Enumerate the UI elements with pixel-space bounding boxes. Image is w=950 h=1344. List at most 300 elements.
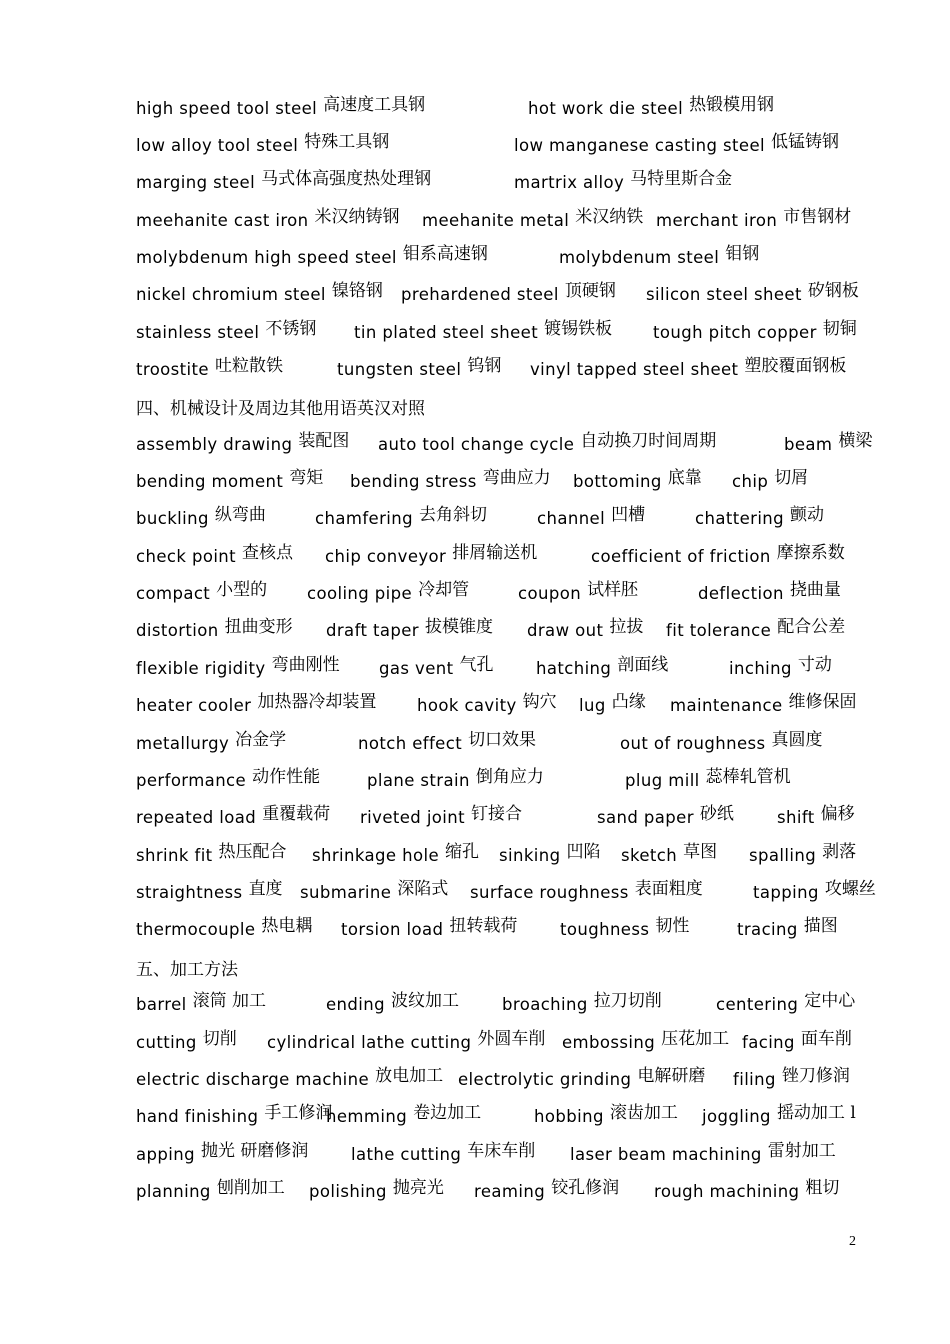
glossary-line [136, 1028, 866, 1058]
english-term: nickel chromium steel [136, 285, 326, 304]
english-term: inching [729, 659, 792, 678]
chinese-term: 装配图 [298, 431, 350, 451]
glossary-line [136, 803, 866, 833]
english-term: tapping [753, 883, 819, 902]
glossary-line [136, 1140, 866, 1170]
english-term: notch effect [358, 734, 463, 753]
chinese-term: 米汉纳铸钢 [314, 207, 400, 227]
english-term: lathe cutting [351, 1145, 462, 1164]
chinese-term: 韧铜 [822, 319, 857, 339]
english-term: tin plated steel sheet [354, 323, 539, 342]
glossary-entry [136, 1140, 308, 1165]
glossary-entry [136, 430, 349, 455]
glossary-entry [401, 280, 616, 305]
english-term: cylindrical lathe cutting [267, 1033, 472, 1052]
glossary-entry [136, 206, 400, 231]
chinese-term: 拔模锥度 [425, 617, 493, 637]
english-term: tough pitch copper [653, 323, 817, 342]
glossary-entry [666, 616, 845, 641]
chinese-term: 拉刀切削 [593, 991, 662, 1011]
english-term: cutting [136, 1033, 197, 1052]
english-term: meehanite cast iron [136, 211, 309, 230]
chinese-term: 挠曲量 [789, 580, 841, 600]
glossary-entry [670, 691, 857, 716]
glossary-entry [379, 654, 493, 679]
english-term: draw out [527, 621, 604, 640]
chinese-term: 攻螺丝 [824, 879, 876, 899]
glossary-entry [514, 168, 732, 193]
glossary-entry [326, 616, 493, 641]
glossary-entry [716, 990, 855, 1015]
chinese-term: 扭转载荷 [449, 916, 518, 936]
chinese-term: 倒角应力 [475, 767, 544, 787]
chinese-term: 矽钢板 [807, 281, 859, 301]
english-term: fit tolerance [666, 621, 772, 640]
glossary-entry [136, 355, 283, 380]
chinese-term: 热压配合 [218, 842, 287, 862]
glossary-entry [351, 1140, 535, 1165]
glossary-entry [136, 504, 266, 529]
english-term: thermocouple [136, 920, 256, 939]
glossary-entry [732, 467, 808, 492]
glossary-entry [136, 616, 293, 641]
english-term: planning [136, 1182, 211, 1201]
english-term: hemming [326, 1107, 408, 1126]
english-term: shrink fit [136, 846, 213, 865]
english-term: straightness [136, 883, 243, 902]
glossary-entry [562, 1028, 729, 1053]
english-term: maintenance [670, 696, 783, 715]
glossary-entry [737, 915, 838, 940]
chinese-term: 塑胶覆面钢板 [744, 356, 847, 376]
english-term: barrel [136, 995, 187, 1014]
chinese-term: 镀锡铁板 [544, 319, 613, 339]
english-term: vinyl tapped steel sheet [530, 360, 739, 379]
english-term: chip [732, 472, 769, 491]
glossary-entry [312, 841, 479, 866]
glossary-entry [579, 691, 646, 716]
english-term: deflection [698, 584, 784, 603]
glossary-entry [136, 280, 383, 305]
english-term: low alloy tool steel [136, 136, 299, 155]
english-term: metallurgy [136, 734, 230, 753]
english-term: hot work die steel [528, 99, 684, 118]
glossary-line [136, 990, 866, 1020]
english-term: facing [742, 1033, 795, 1052]
english-term: channel [537, 509, 606, 528]
english-term: bottoming [573, 472, 662, 491]
glossary-entry [559, 243, 759, 268]
chinese-term: 镍铬钢 [331, 281, 383, 301]
chinese-term: 颤动 [790, 505, 825, 525]
glossary-entry [136, 729, 286, 754]
glossary-entry [309, 1177, 444, 1202]
chinese-term: 市售钢材 [783, 207, 852, 227]
glossary-entry [136, 654, 340, 679]
glossary-entry [733, 1065, 850, 1090]
chinese-term: 寸动 [797, 655, 832, 675]
glossary-entry [422, 206, 643, 231]
glossary-entry [777, 803, 855, 828]
glossary-line [136, 542, 866, 572]
chinese-term: 铰孔修润 [551, 1178, 620, 1198]
chinese-term: 钉接合 [471, 804, 523, 824]
english-term: stainless steel [136, 323, 260, 342]
english-term: bending moment [136, 472, 284, 491]
english-term: sinking [499, 846, 561, 865]
glossary-entry [136, 878, 283, 903]
glossary-entry [136, 915, 312, 940]
glossary-entry [474, 1177, 619, 1202]
chinese-term: 定中心 [804, 991, 856, 1011]
english-term: joggling [702, 1107, 771, 1126]
chinese-term: 凹陷 [566, 842, 601, 862]
glossary-entry [326, 1102, 481, 1127]
english-term: cooling pipe [307, 584, 413, 603]
chinese-term: 描图 [803, 916, 838, 936]
chinese-term: 钨钢 [467, 356, 502, 376]
chinese-term: 热锻模用钢 [689, 95, 775, 115]
english-term: riveted joint [360, 808, 466, 827]
glossary-entry [354, 318, 612, 343]
english-term: centering [716, 995, 799, 1014]
chinese-term: 凹槽 [611, 505, 646, 525]
glossary-line [136, 766, 866, 796]
chinese-term: 偏移 [820, 804, 855, 824]
glossary-line [136, 616, 866, 646]
glossary-entry [136, 1177, 285, 1202]
english-term: auto tool change cycle [378, 435, 575, 454]
chinese-term: 纵弯曲 [214, 505, 266, 525]
chinese-term: 气孔 [459, 655, 494, 675]
chinese-term: 直度 [248, 879, 283, 899]
chinese-term: 低锰铸钢 [771, 132, 840, 152]
glossary-line [136, 243, 866, 273]
english-term: polishing [309, 1182, 387, 1201]
english-term: sketch [621, 846, 678, 865]
glossary-entry [530, 355, 846, 380]
english-term: rough machining [654, 1182, 800, 1201]
chinese-term: 抛光 研磨修润 [200, 1141, 309, 1161]
chinese-term: 砂纸 [699, 804, 734, 824]
glossary-entry [742, 1028, 852, 1053]
glossary-entry [300, 878, 448, 903]
chinese-term: 压花加工 [661, 1029, 730, 1049]
chinese-term: 卷边加工 [413, 1103, 482, 1123]
chinese-term: 查核点 [242, 543, 294, 563]
chinese-term: 米汉纳铁 [575, 207, 644, 227]
glossary-entry [597, 803, 734, 828]
glossary-entry [620, 729, 823, 754]
glossary-line [136, 654, 866, 684]
english-term: high speed tool steel [136, 99, 318, 118]
chinese-term: 横梁 [838, 431, 873, 451]
english-term: gas vent [379, 659, 454, 678]
chinese-term: 草图 [683, 842, 718, 862]
chinese-term: 车床车削 [467, 1141, 536, 1161]
glossary-entry [136, 542, 293, 567]
chinese-term: 切屑 [774, 468, 809, 488]
glossary-entry [560, 915, 689, 940]
glossary-entry [136, 168, 431, 193]
glossary-entry [591, 542, 845, 567]
english-term: compact [136, 584, 211, 603]
glossary-entry [136, 990, 266, 1015]
glossary-entry [267, 1028, 545, 1053]
english-term: low manganese casting steel [514, 136, 766, 155]
glossary-entry [625, 766, 791, 791]
glossary-entry [729, 654, 832, 679]
glossary-entry [136, 1065, 443, 1090]
english-term: flexible rigidity [136, 659, 266, 678]
glossary-entry [527, 616, 643, 641]
english-term: coupon [518, 584, 582, 603]
chinese-term: 滚齿加工 [609, 1103, 678, 1123]
english-term: coefficient of friction [591, 547, 771, 566]
glossary-entry [378, 430, 716, 455]
glossary-entry [325, 542, 537, 567]
glossary-entry [749, 841, 856, 866]
glossary-entry [570, 1140, 836, 1165]
chinese-term: 雷射加工 [767, 1141, 836, 1161]
english-term: spalling [749, 846, 817, 865]
english-term: shrinkage hole [312, 846, 440, 865]
english-term: chip conveyor [325, 547, 447, 566]
chinese-term: 弯曲刚性 [271, 655, 340, 675]
english-term: apping [136, 1145, 195, 1164]
english-term: tungsten steel [337, 360, 462, 379]
chinese-term: 抛亮光 [392, 1178, 444, 1198]
english-term: electric discharge machine [136, 1070, 370, 1089]
english-term: tracing [737, 920, 798, 939]
chinese-term: 不锈钢 [265, 319, 317, 339]
chinese-term: 刨削加工 [216, 1178, 285, 1198]
english-term: ending [326, 995, 385, 1014]
chinese-term: 波纹加工 [391, 991, 459, 1011]
page-number: 2 [849, 1234, 856, 1249]
chinese-term: 去角斜切 [418, 505, 487, 525]
glossary-line [136, 131, 866, 161]
english-term: marging steel [136, 173, 256, 192]
glossary-entry [350, 467, 551, 492]
glossary-entry [518, 579, 638, 604]
glossary-entry [514, 131, 839, 156]
chinese-term: 加热器冷却装置 [257, 692, 377, 712]
english-term: molybdenum high speed steel [136, 248, 397, 267]
english-term: check point [136, 547, 237, 566]
chinese-term: 重覆载荷 [262, 804, 331, 824]
chinese-term: 冶金学 [235, 730, 287, 750]
glossary-entry [656, 206, 851, 231]
english-term: filing [733, 1070, 776, 1089]
chinese-term: 小型的 [216, 580, 268, 600]
glossary-entry [528, 94, 774, 119]
glossary-entry [337, 355, 501, 380]
chinese-term: 滚筒 加工 [192, 991, 267, 1011]
chinese-term: 真圆度 [771, 730, 823, 750]
chinese-term: 韧性 [655, 916, 690, 936]
glossary-entry [307, 579, 469, 604]
chinese-term: 剥落 [822, 842, 857, 862]
chinese-term: 特殊工具钢 [304, 132, 390, 152]
glossary-line [136, 355, 866, 385]
glossary-line [136, 318, 866, 348]
english-term: surface roughness [470, 883, 629, 902]
chinese-term: 凸缘 [611, 692, 646, 712]
glossary-entry [698, 579, 841, 604]
chinese-term: 试样胚 [587, 580, 639, 600]
glossary-entry [621, 841, 717, 866]
chinese-term: 钼钢 [725, 244, 760, 264]
chinese-term: 电解研磨 [637, 1066, 706, 1086]
english-term: merchant iron [656, 211, 778, 230]
chinese-term: 缩孔 [445, 842, 480, 862]
chinese-term: 冷却管 [418, 580, 470, 600]
glossary-line [136, 168, 866, 198]
chinese-term: 维修保固 [788, 692, 857, 712]
english-term: laser beam machining [570, 1145, 762, 1164]
english-term: beam [784, 435, 833, 454]
glossary-line [136, 915, 866, 945]
glossary-entry [537, 504, 645, 529]
chinese-term: 热电耦 [261, 916, 313, 936]
glossary-line [136, 467, 866, 497]
chinese-term: 切削 [202, 1029, 237, 1049]
glossary-entry [136, 131, 389, 156]
glossary-line [136, 206, 866, 236]
chinese-term: 摇动加工 l [776, 1103, 856, 1123]
glossary-line [136, 691, 866, 721]
chinese-term: 马式体高强度热处理钢 [261, 169, 432, 189]
glossary-entry [136, 318, 316, 343]
english-term: troostite [136, 360, 209, 379]
english-term: assembly drawing [136, 435, 293, 454]
english-term: silicon steel sheet [646, 285, 802, 304]
chinese-term: 扭曲变形 [224, 617, 293, 637]
glossary-line [136, 579, 866, 609]
english-term: repeated load [136, 808, 257, 827]
glossary-entry [536, 654, 668, 679]
glossary-entry [360, 803, 522, 828]
glossary-entry [695, 504, 824, 529]
glossary-line [136, 729, 866, 759]
english-term: broaching [502, 995, 588, 1014]
english-term: electrolytic grinding [458, 1070, 632, 1089]
english-term: molybdenum steel [559, 248, 720, 267]
english-term: prehardened steel [401, 285, 559, 304]
chinese-term: 动作性能 [252, 767, 321, 787]
english-term: bending stress [350, 472, 477, 491]
english-term: shift [777, 808, 815, 827]
chinese-term: 锉刀修润 [781, 1066, 850, 1086]
english-term: buckling [136, 509, 209, 528]
glossary-line [136, 280, 866, 310]
glossary-line [136, 1177, 866, 1207]
english-term: torsion load [341, 920, 444, 939]
chinese-term: 切口效果 [468, 730, 537, 750]
glossary-entry [573, 467, 702, 492]
english-term: performance [136, 771, 247, 790]
glossary-entry [136, 94, 425, 119]
chinese-term: 手工修润 [264, 1103, 333, 1123]
english-term: chamfering [315, 509, 413, 528]
english-term: lug [579, 696, 606, 715]
glossary-entry [653, 318, 857, 343]
glossary-entry [470, 878, 703, 903]
chinese-term: 拉拔 [609, 617, 644, 637]
glossary-entry [136, 841, 287, 866]
english-term: toughness [560, 920, 650, 939]
chinese-term: 深陷式 [397, 879, 449, 899]
chinese-term: 顶硬钢 [564, 281, 616, 301]
glossary-entry [136, 766, 320, 791]
chinese-term: 钩穴 [522, 692, 557, 712]
english-term: hook cavity [417, 696, 517, 715]
glossary-entry [136, 1028, 237, 1053]
chinese-term: 蕊棒轧管机 [705, 767, 791, 787]
english-term: embossing [562, 1033, 656, 1052]
glossary-entry [136, 579, 267, 604]
chinese-term: 底靠 [667, 468, 702, 488]
glossary-entry [702, 1102, 856, 1127]
glossary-entry [534, 1102, 678, 1127]
glossary-entry [315, 504, 487, 529]
english-term: hobbing [534, 1107, 604, 1126]
glossary-entry [502, 990, 662, 1015]
english-term: out of roughness [620, 734, 766, 753]
glossary-entry [136, 467, 323, 492]
chinese-term: 配合公差 [777, 617, 846, 637]
english-term: hatching [536, 659, 612, 678]
chinese-term: 放电加工 [375, 1066, 444, 1086]
glossary-line [136, 878, 876, 908]
glossary-entry [417, 691, 557, 716]
chinese-term: 排屑输送机 [452, 543, 538, 563]
chinese-term: 摩擦系数 [776, 543, 845, 563]
chinese-term: 高速度工具钢 [323, 95, 426, 115]
glossary-entry [646, 280, 859, 305]
english-term: meehanite metal [422, 211, 570, 230]
glossary-entry [341, 915, 517, 940]
glossary-entry [326, 990, 459, 1015]
chinese-term: 吐粒散铁 [214, 356, 283, 376]
english-term: martrix alloy [514, 173, 625, 192]
glossary-line [136, 1065, 866, 1095]
chinese-term: 剖面线 [617, 655, 669, 675]
chinese-term: 自动换刀时间周期 [580, 431, 717, 451]
glossary-entry [784, 430, 872, 455]
english-term: submarine [300, 883, 392, 902]
glossary-line [136, 504, 866, 534]
chinese-term: 外圆车削 [477, 1029, 546, 1049]
chinese-term: 马特里斯合金 [630, 169, 733, 189]
chinese-term: 面车削 [800, 1029, 852, 1049]
chinese-term: 粗切 [805, 1178, 840, 1198]
glossary-line [136, 841, 866, 871]
glossary-line [136, 94, 866, 124]
chinese-term: 钼系高速钢 [402, 244, 488, 264]
english-term: plane strain [367, 771, 470, 790]
chinese-term: 表面粗度 [634, 879, 703, 899]
glossary-entry [136, 1102, 332, 1127]
glossary-entry [358, 729, 536, 754]
english-term: distortion [136, 621, 219, 640]
glossary-entry [136, 803, 330, 828]
chinese-term: 弯曲应力 [482, 468, 551, 488]
glossary-entry [367, 766, 544, 791]
english-term: sand paper [597, 808, 694, 827]
glossary-line [136, 430, 873, 460]
